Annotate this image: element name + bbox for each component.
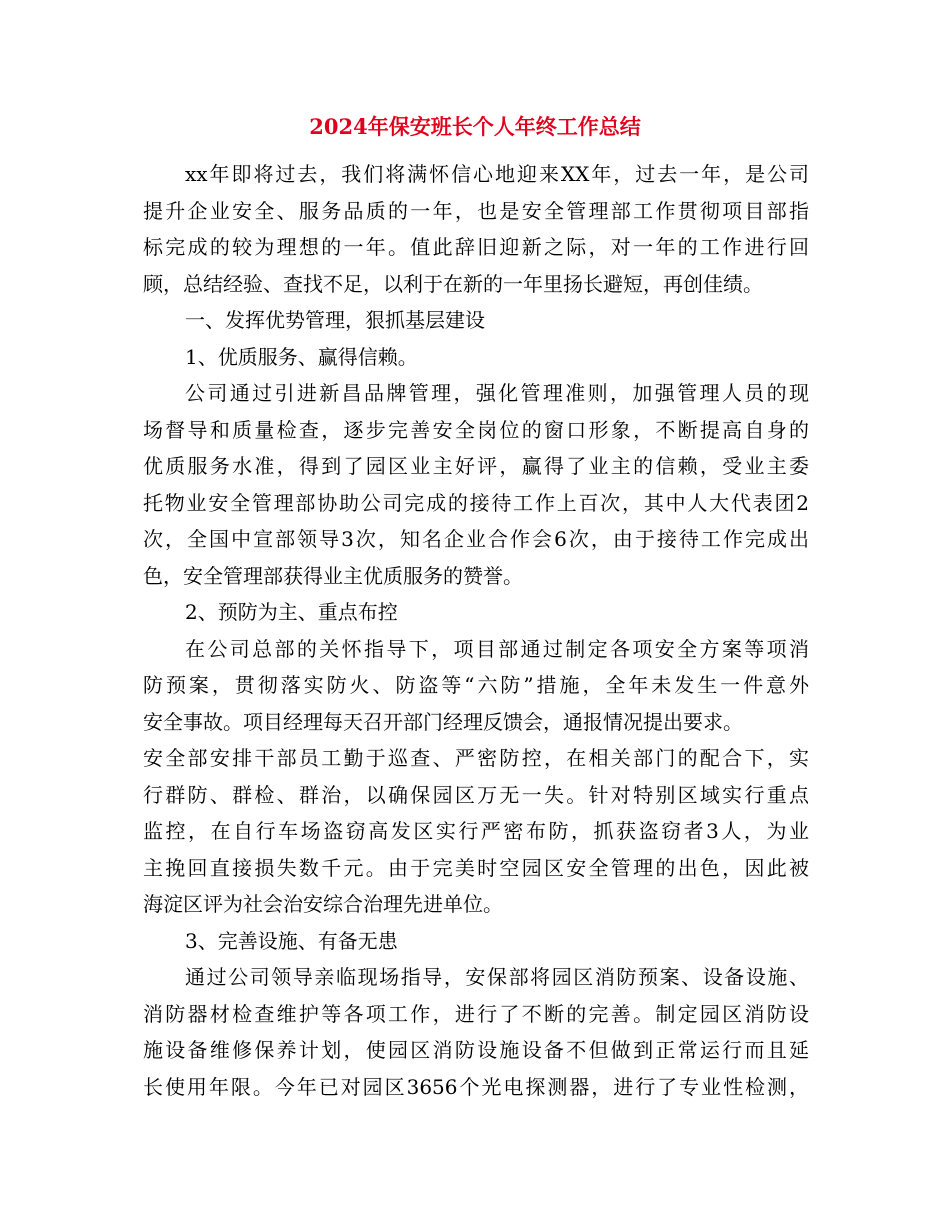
- document-title: 2024年保安班长个人年终工作总结: [309, 114, 641, 139]
- paragraph-line: 监控，在自行车场盗窃高发区实行严密布防，抓获盗窃者3人，为业: [143, 819, 809, 843]
- paragraph-line: 施设备维修保养计划，使园区消防设施设备不但做到正常运行而且延: [143, 1038, 809, 1062]
- paragraph-line: xx年即将过去，我们将满怀信心地迎来XX年，过去一年，是公司: [185, 162, 809, 186]
- document-body: [143, 156, 809, 1105]
- paragraph-line: 防预案，贯彻落实防火、防盗等“六防”措施，全年未发生一件意外: [143, 673, 809, 697]
- paragraph-line: 优质服务水准，得到了园区业主好评，赢得了业主的信赖，受业主委: [143, 454, 809, 478]
- paragraph-line: 次，全国中宣部领导3次，知名企业合作会6次，由于接待工作完成出: [143, 527, 809, 551]
- paragraph-line: 主挽回直接损失数千元。由于完美时空园区安全管理的出色，因此被: [143, 855, 809, 880]
- paragraph-line: 色，安全管理部获得业主优质服务的赞誉。: [143, 563, 523, 588]
- section-heading: 2、预防为主、重点布控: [185, 600, 398, 624]
- paragraph-line: 托物业安全管理部协助公司完成的接待工作上百次，其中人大代表团2: [143, 490, 809, 515]
- paragraph-line: 标完成的较为理想的一年。值此辞旧迎新之际，对一年的工作进行回: [143, 235, 809, 259]
- paragraph-line: 行群防、群检、群治，以确保园区万无一失。针对特别区域实行重点: [143, 782, 809, 807]
- section-heading: 3、完善设施、有备无患: [185, 928, 398, 953]
- paragraph-line: 安全部安排干部员工勤于巡查、严密防控，在相关部门的配合下，实: [143, 746, 809, 770]
- paragraph-line: 长使用年限。今年已对园区3656个光电探测器，进行了专业性检测，: [143, 1074, 809, 1099]
- paragraph-line: 安全事故。项目经理每天召开部门经理反馈会，通报情况提出要求。: [143, 709, 743, 734]
- paragraph-line: 在公司总部的关怀指导下，项目部通过制定各项安全方案等项消: [185, 636, 809, 661]
- section-heading: 1、优质服务、赢得信赖。: [185, 344, 418, 369]
- paragraph-line: 提升企业安全、服务品质的一年，也是安全管理部工作贯彻项目部指: [143, 198, 809, 223]
- paragraph-line: 海淀区评为社会治安综合治理先进单位。: [143, 892, 503, 916]
- section-heading: 一、发挥优势管理，狠抓基层建设: [185, 308, 485, 332]
- paragraph-line: 场督导和质量检查，逐步完善安全岗位的窗口形象，不断提高自身的: [143, 417, 809, 442]
- paragraph-line: 通过公司领导亲临现场指导，安保部将园区消防预案、设备设施、: [185, 965, 809, 989]
- paragraph-line: 顾，总结经验、查找不足，以利于在新的一年里扬长避短，再创佳绩。: [143, 271, 763, 296]
- paragraph-line: 公司通过引进新昌品牌管理，强化管理准则，加强管理人员的现: [185, 381, 809, 405]
- paragraph-line: 消防器材检查维护等各项工作，进行了不断的完善。制定园区消防设: [143, 1001, 809, 1026]
